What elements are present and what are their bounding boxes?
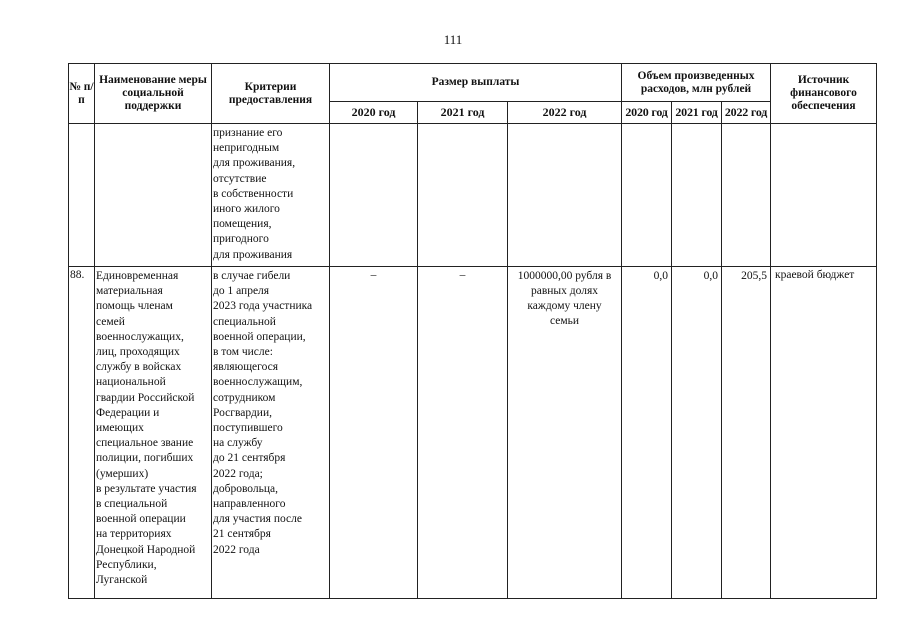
header-payment: Размер выплаты bbox=[330, 64, 622, 102]
cell-num bbox=[69, 124, 95, 267]
header-payment-year-2021: 2021 год bbox=[418, 102, 508, 124]
table-row bbox=[69, 267, 877, 599]
measure-text: Единовременная материальная помощь членам семей военнослужащих, лиц, проходящих службу в войсках национальной гвардии Российской Федерации и имеющих специальное звание полиции, погибших (умерших) в результате участия в специальной военной операции на территориях Донецкой Народной Республики, Луганской bbox=[96, 270, 197, 587]
header-num: № п/п bbox=[69, 64, 95, 124]
cell-source bbox=[771, 124, 877, 267]
header-expenses: Объем произведенных расходов, млн рублей bbox=[622, 64, 771, 102]
cell-exp-2022: 205,5 bbox=[722, 267, 771, 599]
cell-criteria bbox=[212, 124, 330, 267]
cell-pay-2022: 1000000,00 рубля в равных долях каждому члену семьи bbox=[508, 267, 622, 599]
cell-pay-2021 bbox=[418, 124, 508, 267]
cell-pay-2020: – bbox=[330, 267, 418, 599]
cell-exp-2022 bbox=[722, 124, 771, 267]
cell-exp-2020: 0,0 bbox=[622, 267, 672, 599]
table-row bbox=[69, 124, 877, 267]
header-criteria: Критерии предоставления bbox=[212, 64, 330, 124]
cell-num: 88. bbox=[69, 267, 95, 599]
cell-measure bbox=[95, 267, 212, 599]
header-row-main bbox=[69, 64, 877, 102]
cell-criteria bbox=[212, 267, 330, 599]
cell-measure bbox=[95, 124, 212, 267]
measure-text bbox=[95, 124, 211, 126]
header-expenses-year-2020: 2020 год bbox=[622, 102, 672, 124]
criteria-text: признание его непригодным для проживания, отсутствие в собственности иного жилого помещения, пригодного для проживания bbox=[213, 127, 296, 261]
header-expenses-year-2022: 2022 год bbox=[722, 102, 771, 124]
cell-pay-2022 bbox=[508, 124, 622, 267]
criteria-text: в случае гибели до 1 апреля 2023 года участника специальной военной операции, в том числе: являющегося военнослужащим, сотрудником Росгвардии, поступившего на службу до 21 сентября 2022 года; добровольца, направленного для участия после 21 сентября 2022 года bbox=[213, 270, 313, 556]
header-payment-year-2022: 2022 год bbox=[508, 102, 622, 124]
cell-exp-2021 bbox=[672, 124, 722, 267]
support-measures-table bbox=[68, 63, 877, 599]
cell-exp-2021: 0,0 bbox=[672, 267, 722, 599]
cell-pay-2021: – bbox=[418, 267, 508, 599]
header-payment-year-2020: 2020 год bbox=[330, 102, 418, 124]
cell-exp-2020 bbox=[622, 124, 672, 267]
header-expenses-year-2021: 2021 год bbox=[672, 102, 722, 124]
cell-pay-2020 bbox=[330, 124, 418, 267]
header-measure: Наименование меры социальной поддержки bbox=[95, 64, 212, 124]
header-source: Источник финансового обеспечения bbox=[771, 64, 877, 124]
page-number: 111 bbox=[443, 32, 463, 47]
cell-source: краевой бюджет bbox=[771, 267, 877, 599]
